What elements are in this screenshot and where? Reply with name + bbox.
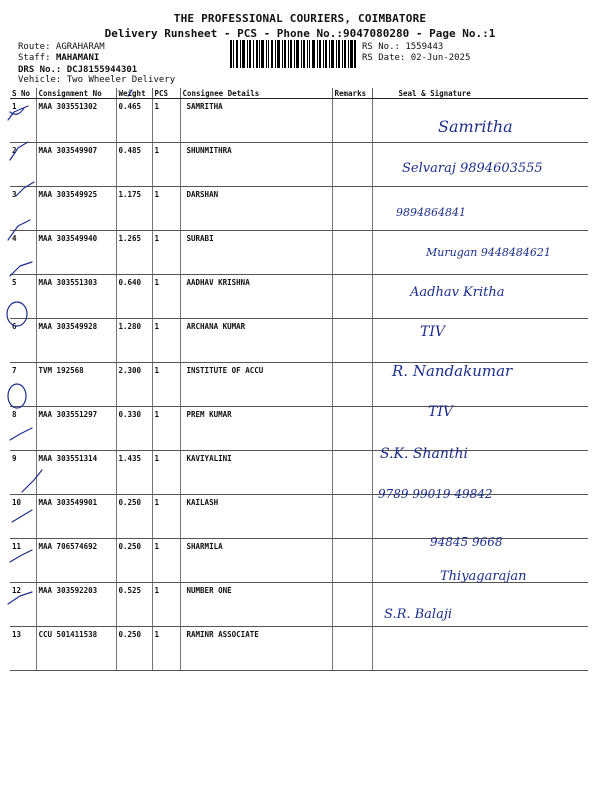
drs-number: DRS No.: DCJ8155944301	[18, 65, 138, 75]
row-consignment-no: MAA 706574692	[36, 539, 116, 583]
row-consignment-no: CCU 501411538	[36, 627, 116, 671]
col-header-consignment: Consignment No	[36, 88, 116, 99]
col-header-remarks: Remarks	[332, 88, 372, 99]
rs-number: RS No.: 1559443	[362, 42, 444, 52]
row-pcs: 1	[152, 275, 180, 319]
signature-6: TIV	[420, 324, 445, 340]
row-weight: 2.300	[116, 363, 152, 407]
row-pcs: 1	[152, 539, 180, 583]
row-weight: 1.435	[116, 451, 152, 495]
runsheet-subtitle: Delivery Runsheet - PCS - Phone No.:9047080280 - Page No.:1	[104, 27, 496, 40]
row-sno: 2	[10, 143, 36, 187]
signature-8: TIV	[428, 404, 453, 420]
row-sno: 11	[10, 539, 36, 583]
table-row	[10, 627, 588, 671]
row-consignment-no: MAA 303551302	[36, 99, 116, 143]
signature-13: S.R. Balaji	[384, 607, 453, 622]
row-seal-signature	[372, 451, 588, 495]
row-pcs: 1	[152, 451, 180, 495]
row-seal-signature	[372, 187, 588, 231]
row-weight: 0.485	[116, 143, 152, 187]
row-weight: 0.525	[116, 583, 152, 627]
table-row	[10, 99, 588, 143]
signature-12: Thiyagarajan	[440, 569, 527, 584]
signature-9: S.K. Shanthi	[380, 446, 468, 462]
row-pcs: 1	[152, 319, 180, 363]
row-weight: 0.640	[116, 275, 152, 319]
row-seal-signature	[372, 319, 588, 363]
table-row	[10, 319, 588, 363]
row-consignee: INSTITUTE OF ACCU	[180, 363, 332, 407]
row-consignment-no: MAA 303549925	[36, 187, 116, 231]
row-pcs: 1	[152, 495, 180, 539]
route-label: Route: AGRAHARAM	[18, 42, 105, 52]
row-consignee: KAILASH	[180, 495, 332, 539]
row-weight: 1.280	[116, 319, 152, 363]
signature-3: 9894864841	[396, 206, 466, 219]
vehicle-label: Vehicle: Two Wheeler Delivery	[18, 75, 176, 85]
row-pcs: 1	[152, 99, 180, 143]
table-row	[10, 363, 588, 407]
row-seal-signature	[372, 99, 588, 143]
table-row	[10, 451, 588, 495]
row-sno: 3	[10, 187, 36, 231]
row-consignment-no: MAA 303549940	[36, 231, 116, 275]
row-pcs: 1	[152, 143, 180, 187]
col-header-pcs: PCS	[152, 88, 180, 99]
row-seal-signature	[372, 407, 588, 451]
row-weight: 0.250	[116, 627, 152, 671]
table-row	[10, 143, 588, 187]
signature-1: Samritha	[438, 117, 513, 136]
col-header-consignee: Consignee Details	[180, 88, 332, 99]
row-remarks	[332, 627, 372, 671]
row-remarks	[332, 539, 372, 583]
row-sno: 8	[10, 407, 36, 451]
table-row	[10, 275, 588, 319]
row-remarks	[332, 363, 372, 407]
row-seal-signature	[372, 539, 588, 583]
row-consignee: AADHAV KRISHNA	[180, 275, 332, 319]
row-pcs: 1	[152, 231, 180, 275]
row-consignee: NUMBER ONE	[180, 583, 332, 627]
barcode	[230, 40, 356, 68]
row-consignment-no: TVM 192568	[36, 363, 116, 407]
row-consignment-no: MAA 303551303	[36, 275, 116, 319]
row-remarks	[332, 99, 372, 143]
staff-name: MAHAMANI	[55, 53, 100, 63]
row-seal-signature	[372, 275, 588, 319]
row-sno: 1	[10, 99, 36, 143]
row-consignee: SHUNMITHRA	[180, 143, 332, 187]
row-sno: 10	[10, 495, 36, 539]
row-consignment-no: MAA 303549901	[36, 495, 116, 539]
row-remarks	[332, 231, 372, 275]
staff-line	[18, 53, 99, 64]
row-weight: 0.465	[116, 99, 152, 143]
row-sno: 13	[10, 627, 36, 671]
rs-date: RS Date: 02-Jun-2025	[362, 53, 471, 63]
row-consignment-no: MAA 303549907	[36, 143, 116, 187]
signature-10: 9789 99019 49842	[378, 487, 493, 501]
signature-4: Murugan 9448484621	[426, 246, 551, 259]
signature-5: Aadhav Kritha	[410, 285, 505, 300]
row-consignment-no: MAA 303551314	[36, 451, 116, 495]
row-consignment-no: MAA 303549928	[36, 319, 116, 363]
row-weight: 0.250	[116, 495, 152, 539]
row-sno: 5	[10, 275, 36, 319]
row-remarks	[332, 583, 372, 627]
row-pcs: 1	[152, 583, 180, 627]
row-pcs: 1	[152, 627, 180, 671]
row-consignee: PREM KUMAR	[180, 407, 332, 451]
table-row	[10, 407, 588, 451]
runsheet-table	[10, 88, 588, 671]
signature-7: R. Nandakumar	[392, 362, 513, 380]
row-sno: 9	[10, 451, 36, 495]
row-weight: 0.330	[116, 407, 152, 451]
row-consignee: SAMRITHA	[180, 99, 332, 143]
row-seal-signature	[372, 495, 588, 539]
row-remarks	[332, 407, 372, 451]
row-consignee: SURABI	[180, 231, 332, 275]
row-remarks	[332, 275, 372, 319]
table-row	[10, 539, 588, 583]
row-remarks	[332, 495, 372, 539]
row-consignment-no: MAA 303592203	[36, 583, 116, 627]
row-weight: 1.265	[116, 231, 152, 275]
row-seal-signature	[372, 363, 588, 407]
staff-label: Staff:	[18, 53, 56, 63]
signature-2: Selvaraj 9894603555	[402, 161, 543, 176]
col-header-sno: S No	[10, 88, 36, 99]
row-consignee: KAVIYALINI	[180, 451, 332, 495]
row-consignee: DARSHAN	[180, 187, 332, 231]
row-consignee: SHARMILA	[180, 539, 332, 583]
table-row	[10, 583, 588, 627]
row-remarks	[332, 187, 372, 231]
row-consignee: ARCHANA KUMAR	[180, 319, 332, 363]
row-consignee: RAMINR ASSOCIATE	[180, 627, 332, 671]
row-weight: 1.175	[116, 187, 152, 231]
row-seal-signature	[372, 143, 588, 187]
row-weight: 0.250	[116, 539, 152, 583]
row-seal-signature	[372, 231, 588, 275]
col-header-weight: Weight	[116, 88, 152, 99]
row-remarks	[332, 319, 372, 363]
row-sno: 4	[10, 231, 36, 275]
row-remarks	[332, 451, 372, 495]
row-pcs: 1	[152, 187, 180, 231]
row-consignment-no: MAA 303551297	[36, 407, 116, 451]
row-seal-signature	[372, 627, 588, 671]
signature-11: 94845 9668	[430, 535, 503, 549]
row-sno: 7	[10, 363, 36, 407]
row-sno: 12	[10, 583, 36, 627]
table-row	[10, 231, 588, 275]
table-row	[10, 187, 588, 231]
row-remarks	[332, 143, 372, 187]
col-header-seal-signature: Seal & Signature	[372, 88, 588, 99]
row-pcs: 1	[152, 363, 180, 407]
row-sno: 6	[10, 319, 36, 363]
table-row	[10, 495, 588, 539]
row-seal-signature	[372, 583, 588, 627]
table-header-row	[10, 88, 588, 99]
row-pcs: 1	[152, 407, 180, 451]
company-title: THE PROFESSIONAL COURIERS, COIMBATORE	[173, 12, 427, 25]
